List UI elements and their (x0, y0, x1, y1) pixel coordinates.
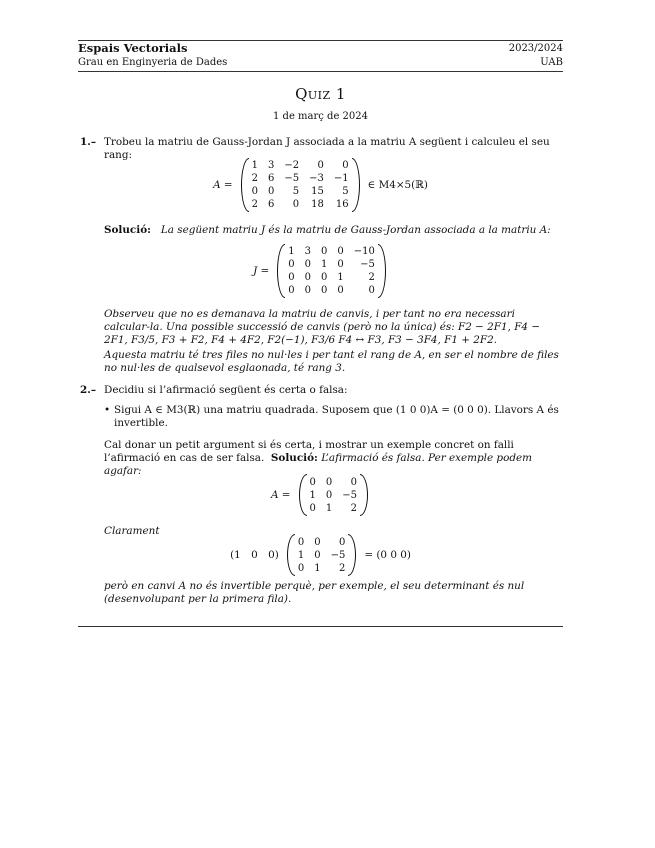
question-2-instruction (104, 439, 563, 478)
university-name: UAB (540, 57, 563, 68)
solution-2-conclusion: però en canvi A no és invertible perquè, per exemple, el seu determinant és nul (desenvolupant per la primera fila). (104, 580, 525, 605)
example-matrix-equation (78, 474, 563, 516)
matrix-j-cell: 0 (321, 285, 328, 296)
matrix-j-cell: 0 (368, 285, 375, 296)
example-matrix-cell: 2 (350, 502, 357, 514)
matrix-a-cell: 1 (251, 160, 258, 171)
matrix-a-cell: 2 (251, 173, 258, 184)
example-matrix-copy-cell: −5 (330, 549, 346, 561)
matrix-a-row (247, 159, 354, 172)
matrix-space: ∈ M4×5(ℝ) (367, 178, 428, 191)
matrix-a-cell: 6 (267, 173, 275, 184)
solution-2-label: Solució: (270, 452, 318, 464)
matrix-j-cell: 2 (368, 272, 375, 283)
matrix-a-cell: 18 (311, 199, 324, 210)
example-matrix-cell: 0 (350, 476, 357, 488)
matrix-a-cell: 3 (267, 160, 275, 171)
matrix-a-cell: −2 (284, 160, 300, 171)
matrix-j-cell: 3 (304, 246, 312, 257)
matrix-a-cell: −3 (309, 173, 324, 184)
matrix-a-cell: −5 (284, 173, 300, 184)
matrix-j-cell: 0 (337, 259, 344, 270)
example-matrix-copy-cell: 1 (314, 562, 321, 574)
degree-name: Grau en Enginyeria de Dades (78, 57, 228, 68)
matrix-a-row (247, 172, 354, 185)
header-row-2 (78, 56, 563, 69)
header-rule (78, 71, 563, 72)
example-matrix-row (305, 502, 363, 515)
example-matrix-copy-cell: 0 (314, 549, 321, 561)
matrix-j-row (283, 284, 380, 297)
example-matrix-copy-row (293, 549, 351, 562)
matrix-j-cell: 0 (304, 285, 312, 296)
example-matrix-cell: 1 (309, 489, 316, 501)
question-1-number: 1.– (80, 136, 97, 148)
question-2-number: 2.– (80, 384, 97, 396)
matrix-j-cell: 0 (304, 259, 312, 270)
matrix-j-cell: 0 (337, 246, 344, 257)
matrix-j-cell: 1 (337, 272, 344, 283)
matrix-j-cell: 1 (321, 259, 328, 270)
example-matrix-cell: 0 (325, 476, 333, 488)
solution-1-rank: Aquesta matriu té tres files no nul·les i per tant el rang de A, en ser el nombre de files no nul·les de qualsevol esglaonada, té rang 3. (104, 349, 559, 374)
matrix-a-cell: 16 (335, 199, 349, 210)
example-matrix-copy-cell: 0 (297, 562, 305, 574)
example-matrix-copy-cell: 0 (297, 536, 305, 548)
example-matrix-cell: 0 (309, 502, 316, 514)
matrix-a-cell: 0 (342, 160, 349, 171)
matrix-a-row (247, 198, 354, 211)
matrix-a-cell: −1 (333, 173, 349, 184)
matrix-j-cell: 0 (304, 272, 312, 283)
example-matrix-copy-cell: 0 (338, 536, 346, 548)
clearly-text: Clarament (104, 525, 160, 537)
matrix-j-cell: 0 (321, 246, 328, 257)
matrix-a-cell: 15 (311, 186, 324, 197)
matrix-j-cell: 0 (321, 272, 328, 283)
example-matrix-copy-row (293, 562, 351, 575)
matrix-a-cell: 0 (251, 186, 258, 197)
matrix-a (239, 158, 362, 212)
matrix-a-row (247, 185, 354, 198)
solution-2-text: L’afirmació és falsa. Per exemple podem agafar: (104, 452, 532, 477)
matrix-a-cell: 0 (267, 186, 275, 197)
example-matrix-copy-cell: 0 (314, 536, 321, 548)
course-title: Espais Vectorials (78, 41, 188, 55)
matrix-j (275, 244, 388, 298)
product-equation (78, 534, 563, 576)
question-2-bullets (114, 404, 563, 430)
academic-year: 2023/2024 (508, 43, 563, 54)
example-matrix-copy-row (293, 536, 351, 549)
matrix-j-row (283, 245, 380, 258)
matrix-j-equation (78, 244, 563, 298)
solution-1-text: La següent matriu J és la matriu de Gauss-Jordan associada a la matriu A: (160, 224, 551, 236)
matrix-j-row (283, 271, 380, 284)
example-matrix-label: A = (270, 488, 291, 501)
bottom-rule (78, 626, 563, 627)
question-2-statement: Decidiu si l’afirmació següent és certa o falsa: (104, 384, 348, 396)
matrix-a-cell: 2 (251, 199, 258, 210)
example-matrix-cell: 0 (325, 489, 333, 501)
matrix-a-cell: 0 (292, 199, 300, 210)
example-matrix-row (305, 489, 363, 502)
matrix-a-equation (78, 158, 563, 212)
example-matrix-copy-cell: 2 (338, 562, 346, 574)
matrix-j-cell: 0 (288, 285, 295, 296)
example-matrix (297, 474, 371, 516)
matrix-a-label: A = (213, 178, 233, 191)
matrix-a-cell: 0 (317, 160, 324, 171)
matrix-j-row (283, 258, 380, 271)
quiz-date: 1 de març de 2024 (273, 111, 368, 122)
matrix-j-label: J = (253, 264, 270, 277)
header-row-1 (78, 42, 563, 55)
example-matrix-cell: −5 (342, 489, 357, 501)
matrix-a-cell: 5 (292, 186, 300, 197)
example-matrix-cell: 0 (309, 476, 316, 488)
question-2-bullet: • Sigui A ∈ M3(ℝ) una matriu quadrada. Suposem que (1 0 0)A = (0 0 0). Llavors A és invertible. (114, 404, 563, 430)
matrix-j-cell: −5 (360, 259, 375, 270)
instruction-text: Cal donar un petit argument si és certa, i mostrar un exemple concret on falli l’afirmació en cas de ser falsa. (104, 439, 514, 464)
example-matrix-cell: 1 (325, 502, 333, 514)
matrix-j-cell: 0 (288, 259, 295, 270)
question-1-statement: Trobeu la matriu de Gauss-Jordan J associada a la matriu A següent i calculeu el seu rang: (104, 136, 550, 161)
example-matrix-row (305, 476, 363, 489)
matrix-a-cell: 6 (267, 199, 275, 210)
page-title: Quiz 1 (295, 85, 346, 103)
matrix-j-cell: −10 (353, 246, 375, 257)
solution-1-note: Observeu que no es demanava la matriu de canvis, i per tant no era necessari calcular-la. Una possible successió de canvis (però no la única) és: F2 − 2F1, F4 − 2F1, F3/5, F3 + F2, F4 + 4F2, F2(−1), F3/6 F4 ↔ F3, F3 − 3F4, F1 + 2F2. (104, 308, 541, 346)
matrix-j-cell: 0 (288, 272, 295, 283)
matrix-j-cell: 0 (337, 285, 344, 296)
row-vector: (1 0 0) (230, 548, 279, 561)
product-result: = (0 0 0) (364, 548, 411, 561)
example-matrix-copy (285, 534, 359, 576)
matrix-j-cell: 1 (288, 246, 295, 257)
solution-1-label: Solució: (104, 224, 151, 236)
solution-1-intro (104, 224, 563, 237)
matrix-a-cell: 5 (342, 186, 349, 197)
example-matrix-copy-cell: 1 (297, 549, 305, 561)
